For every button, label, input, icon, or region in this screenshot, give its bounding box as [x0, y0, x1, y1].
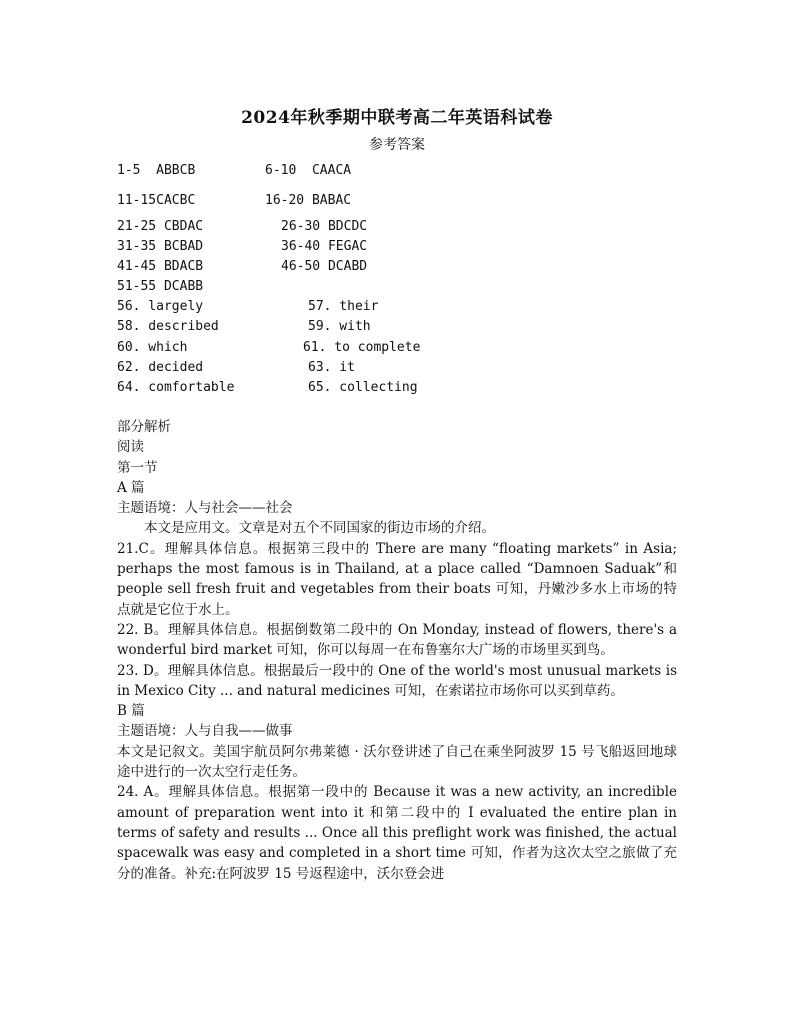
answer-row-11-b: 65. collecting: [308, 380, 418, 395]
section-heading: 阅读: [117, 439, 144, 456]
answer-row-6-a: 51-55 DCABB: [117, 279, 204, 294]
answer-row-1-b: 6-10 CAACA: [265, 163, 352, 178]
page-subtitle: 参考答案: [369, 137, 425, 153]
answer-row-8-b: 59. with: [308, 319, 371, 334]
answer-row-5-a: 41-45 BDACB: [117, 259, 204, 274]
theme-line: 主题语境：人与自我——做事: [117, 723, 293, 740]
analysis-section: [117, 417, 677, 884]
answer-row-7-a: 56. largely: [117, 299, 204, 314]
answer-row-10-a: 62. decided: [117, 360, 204, 375]
answer-row-2-b: 16-20 BABAC: [265, 193, 352, 208]
explanation-paragraph: 22. B。理解具体信息。根据倒数第二段中的 On Monday, instead of flowers, there's a wonderful bird market 可知，你可以每周一在布鲁塞尔大广场的市场里买到鸟。: [117, 621, 677, 659]
answer-row-2-a: 11-15CACBC: [117, 193, 196, 208]
section-heading: 第一节: [117, 459, 158, 476]
answer-row-3-b: 26-30 BDCDC: [281, 219, 368, 234]
intro-paragraph: 本文是记叙文。美国宇航员阿尔弗莱德 · 沃尔登讲述了自己在乘坐阿波罗 15 号飞船返回地球途中进行的一次太空行走任务。: [117, 743, 677, 781]
theme-line: 主题语境：人与社会——社会: [117, 500, 293, 517]
answer-row-5-b: 46-50 DCABD: [281, 259, 368, 274]
explanation-paragraph: 21.C。理解具体信息。根据第三段中的 There are many “floating markets” in Asia; perhaps the most famous is in Thailand, at a place called “Damnoen Saduak”和 people sell fresh fruit and vegetables from their boats 可知，丹嫩沙多水上市场的特点就是它位于水上。: [117, 540, 677, 618]
answer-row-8-a: 58. described: [117, 319, 219, 334]
explanation-paragraph: 23. D。理解具体信息。根据最后一段中的 One of the world's most unusual markets is in Mexico City ... and natural medicines 可知，在索诺拉市场你可以买到草药。: [117, 662, 677, 699]
intro-paragraph: 本文是应用文。文章是对五个不同国家的街边市场的介绍。: [144, 520, 495, 537]
answer-row-7-b: 57. their: [308, 299, 379, 314]
part-heading: B 篇: [117, 703, 145, 720]
answer-row-11-a: 64. comfortable: [117, 380, 235, 395]
answer-row-1-a: 1-5 ABBCB: [117, 163, 196, 178]
answer-row-4-b: 36-40 FEGAC: [281, 239, 368, 254]
answer-row-9-b: 61. to complete: [303, 340, 421, 355]
section-heading: 部分解析: [117, 419, 171, 435]
answer-row-9-a: 60. which: [117, 340, 188, 355]
page-title: 2024年秋季期中联考高二年英语科试卷: [241, 108, 553, 128]
answer-row-3-a: 21-25 CBDAC: [117, 219, 204, 234]
answer-row-10-b: 63. it: [308, 360, 355, 375]
part-heading: A 篇: [117, 479, 145, 496]
explanation-paragraph: 24. A。理解具体信息。根据第一段中的 Because it was a new activity, an incredible amount of preparation went into it 和第二段中的 I evaluated the entire plan in terms of safety and results ... Once all this preflight work was finished, the actual spacewalk was easy and completed in a short time 可知，作者为这次太空之旅做了充分的准备。补充:在阿波罗 15 号返程途中，沃尔登会进: [117, 784, 677, 882]
answer-row-4-a: 31-35 BCBAD: [117, 239, 204, 254]
